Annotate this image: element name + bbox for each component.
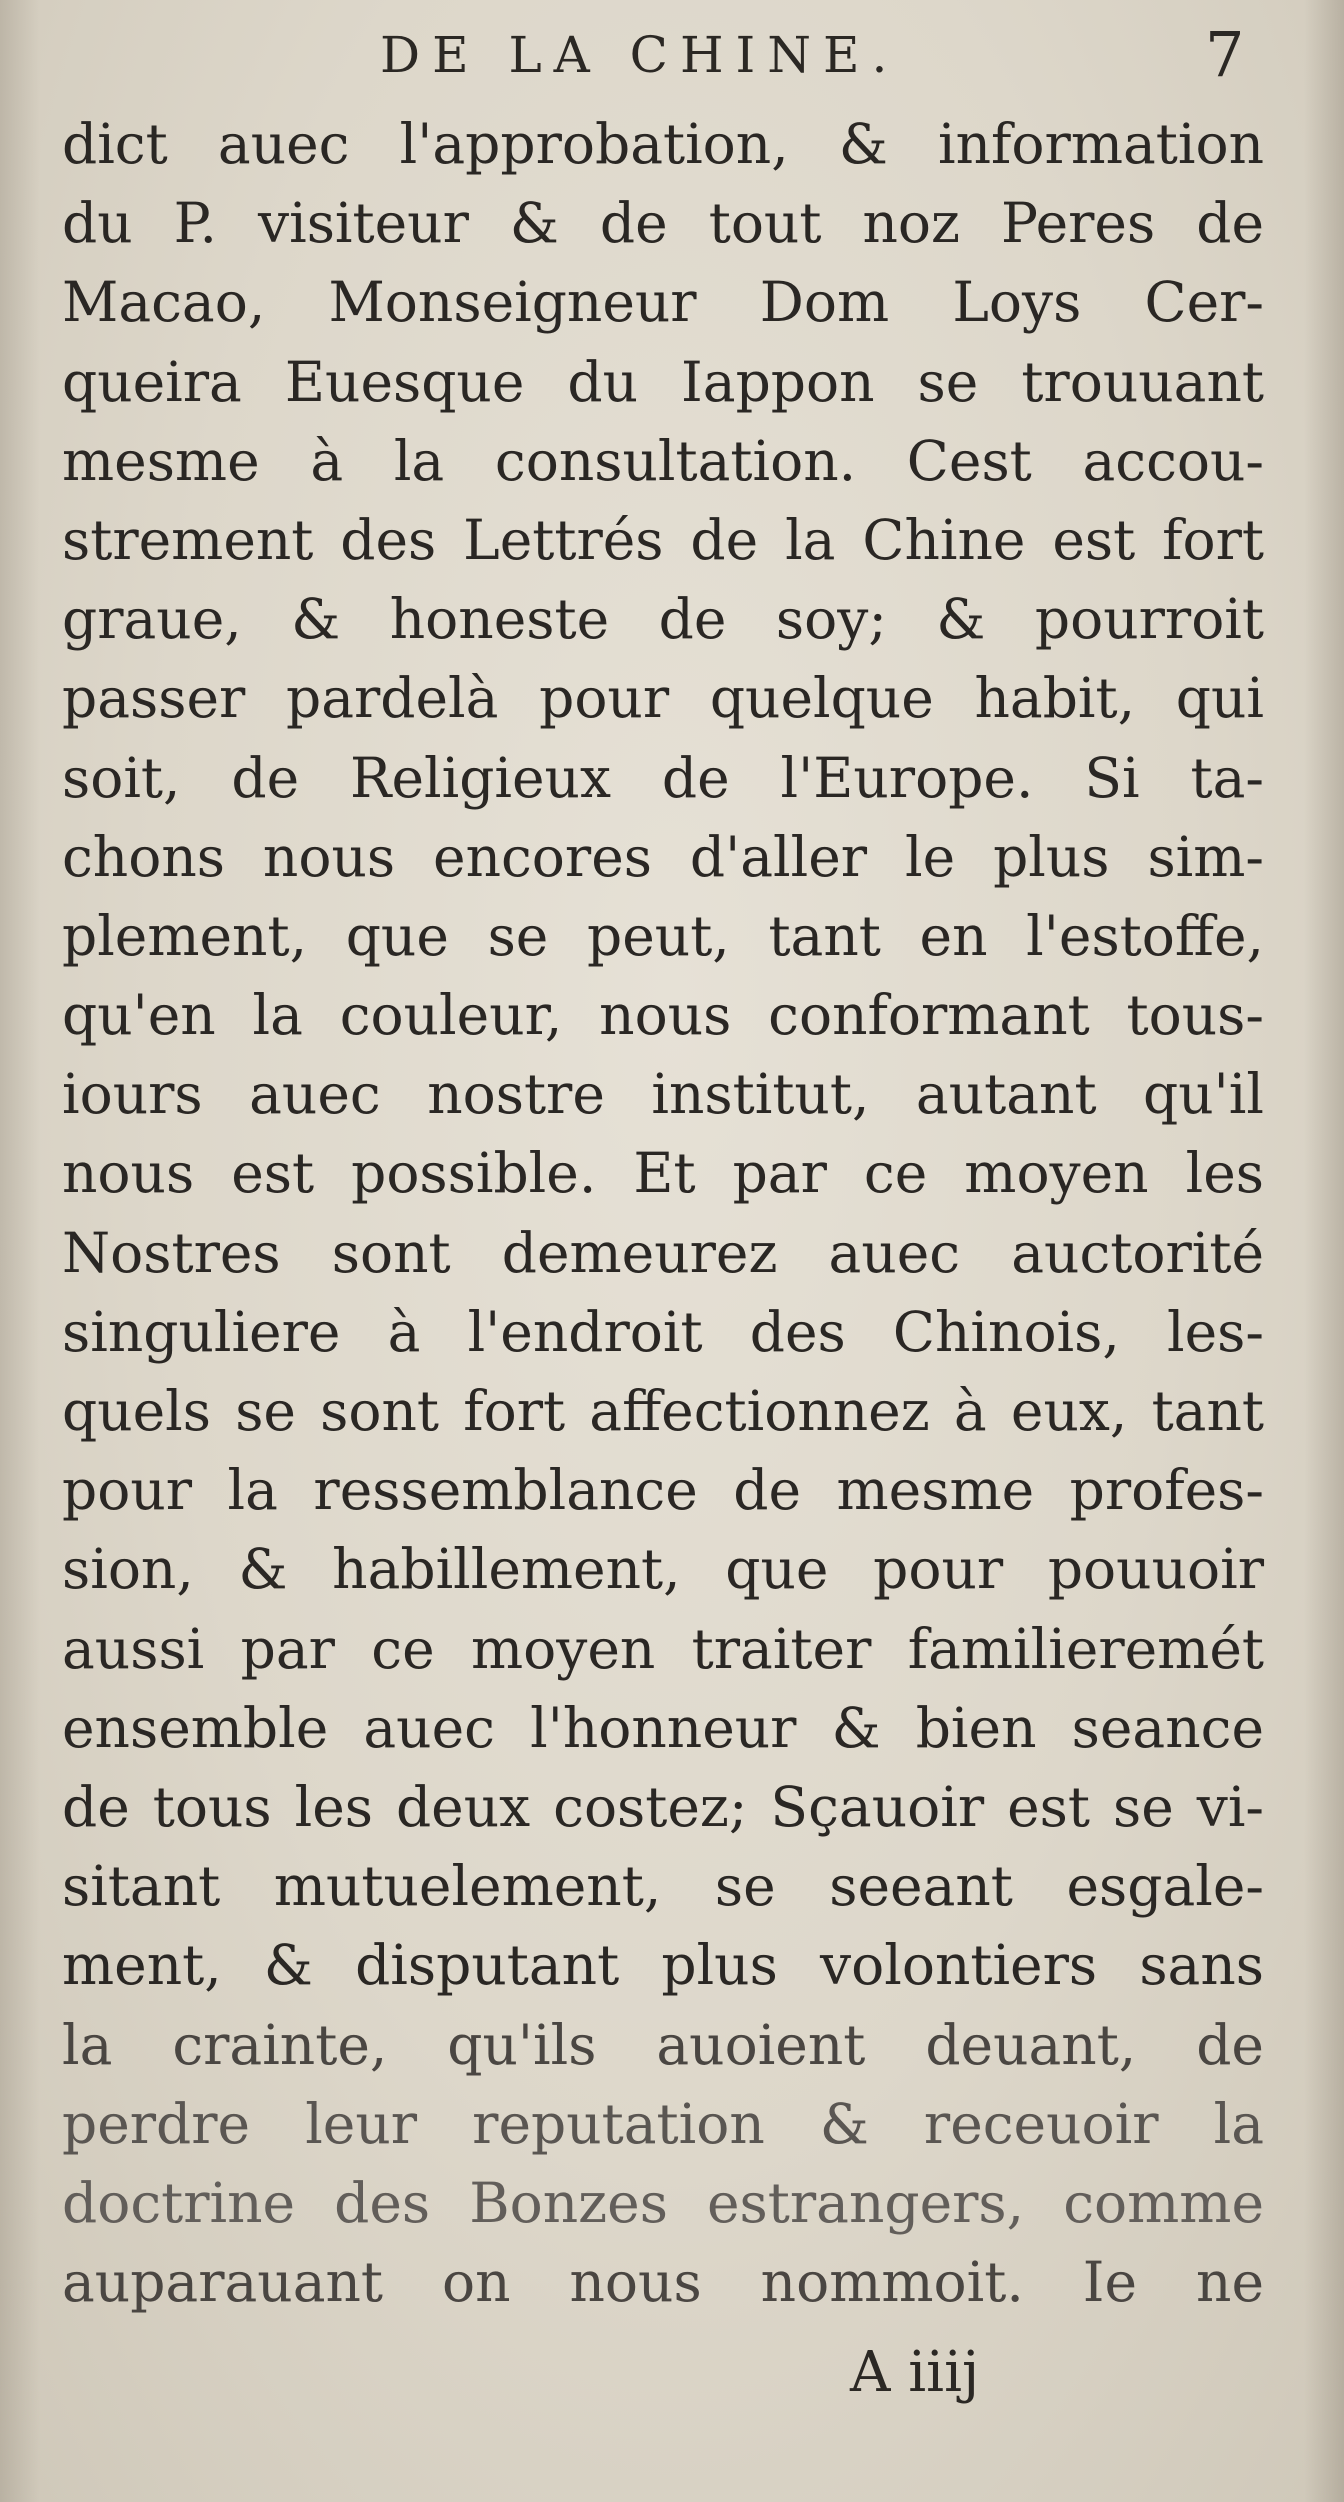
- text-line-23: sitant mutuelement, se seeant esgale-: [62, 1854, 1264, 1919]
- text-line-8: passer pardelà pour quelque habit, qui: [62, 666, 1264, 731]
- text-line-7: graue, & honeste de soy; & pourroit: [62, 587, 1264, 652]
- text-line-17: quels se sont fort affectionnez à eux, tant: [62, 1379, 1264, 1443]
- text-line-6: strement des Lettrés de la Chine est fort: [62, 507, 1264, 572]
- text-line-13: iours auec nostre institut, autant qu'il: [62, 1062, 1264, 1127]
- left-edge-shadow: [0, 0, 40, 2502]
- text-line-3: Macao, Monseigneur Dom Loys Cer-: [62, 270, 1264, 335]
- text-line-2: du P. visiteur & de tout noz Peres de: [62, 191, 1264, 256]
- signature-mark: A iiij: [850, 2340, 980, 2405]
- page-number: 7: [1205, 18, 1245, 91]
- text-line-9: soit, de Religieux de l'Europe. Si ta-: [62, 745, 1264, 810]
- text-line-1: dict auec l'approbation, & information: [62, 112, 1264, 176]
- running-title: DE LA CHINE.: [380, 26, 900, 84]
- text-line-10: chons nous encores d'aller le plus sim-: [62, 824, 1264, 889]
- text-line-15: Nostres sont demeurez auec auctorité: [62, 1220, 1264, 1285]
- text-line-16: singuliere à l'endroit des Chinois, les-: [62, 1299, 1264, 1364]
- text-line-5: mesme à la consultation. Cest accou-: [62, 428, 1264, 493]
- text-line-14: nous est possible. Et par ce moyen les: [62, 1141, 1264, 1206]
- text-line-21: ensemble auec l'honneur & bien seance: [62, 1695, 1264, 1760]
- text-line-24: ment, & disputant plus volontiers sans: [62, 1933, 1264, 1998]
- body-text: [62, 105, 1264, 2322]
- text-line-4: queira Euesque du Iappon se trouuant: [62, 349, 1264, 414]
- text-line-19: sion, & habillement, que pour pouuoir: [62, 1537, 1264, 1602]
- running-head: [0, 18, 1344, 98]
- text-line-18: pour la ressemblance de mesme profes-: [62, 1458, 1264, 1523]
- text-line-22: de tous les deux costez; Sçauoir est se vi-: [62, 1774, 1264, 1839]
- text-line-20: aussi par ce moyen traiter familieremét: [62, 1616, 1264, 1681]
- text-line-25: la crainte, qu'ils auoient deuant, de: [62, 2012, 1264, 2077]
- text-line-11: plement, que se peut, tant en l'estoffe,: [62, 903, 1264, 968]
- text-line-27: doctrine des Bonzes estrangers, comme: [62, 2170, 1264, 2235]
- text-line-12: qu'en la couleur, nous conformant tous-: [62, 983, 1264, 1048]
- text-line-26: perdre leur reputation & receuoir la: [62, 2091, 1264, 2156]
- right-edge-shadow: [1304, 0, 1344, 2502]
- text-line-28: auparauant on nous nommoit. Ie ne: [62, 2250, 1264, 2315]
